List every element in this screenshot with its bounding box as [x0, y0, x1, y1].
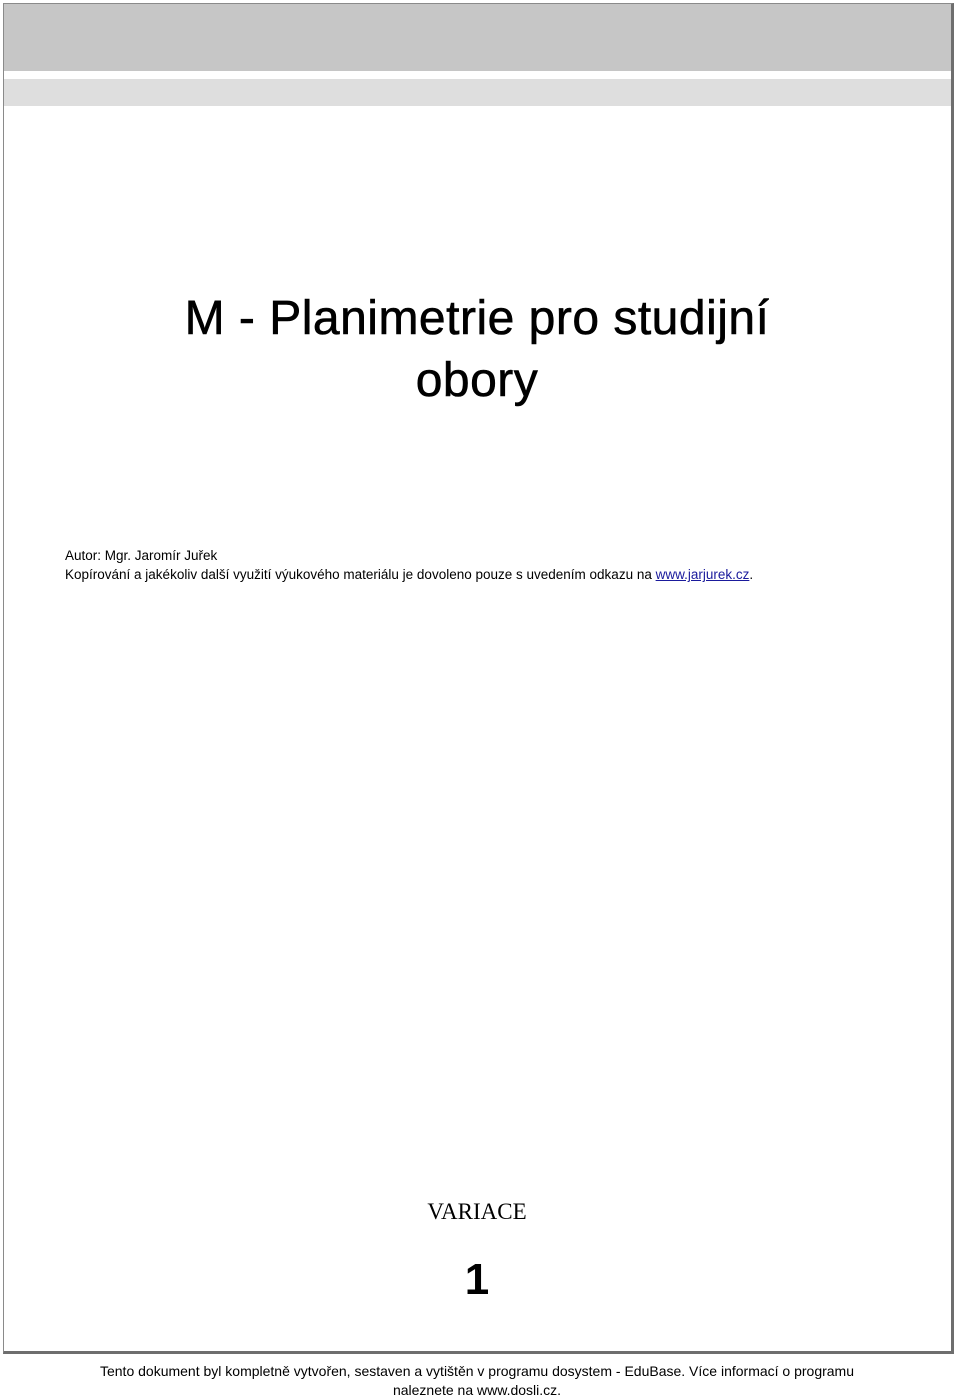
page-frame	[3, 3, 954, 1354]
copyright-end: .	[749, 567, 754, 582]
footer-note	[0, 1362, 954, 1398]
header-band-bottom	[4, 79, 951, 106]
footer-line-1: Tento dokument byl kompletně vytvořen, sestaven a vytištěn v programu dosystem - EduBase. Více informací o programu	[99, 1363, 855, 1379]
variation-number: 1	[464, 1255, 490, 1304]
footer-line-2: naleznete na www.dosli.cz.	[392, 1382, 562, 1398]
copyright-text: Kopírování a jakékoliv další využití výukového materiálu je dovoleno pouze s uvedením odkazu na	[65, 567, 656, 582]
variation-label: VARIACE	[427, 1199, 527, 1224]
author-line: Autor: Mgr. Jaromír Juřek	[65, 548, 218, 563]
document-title: M - Planimetrie pro studijní obory	[184, 292, 770, 407]
header-band-top	[4, 4, 951, 71]
copyright-notice	[65, 565, 753, 584]
author-website-link[interactable]: www.jarjurek.cz	[655, 567, 750, 582]
